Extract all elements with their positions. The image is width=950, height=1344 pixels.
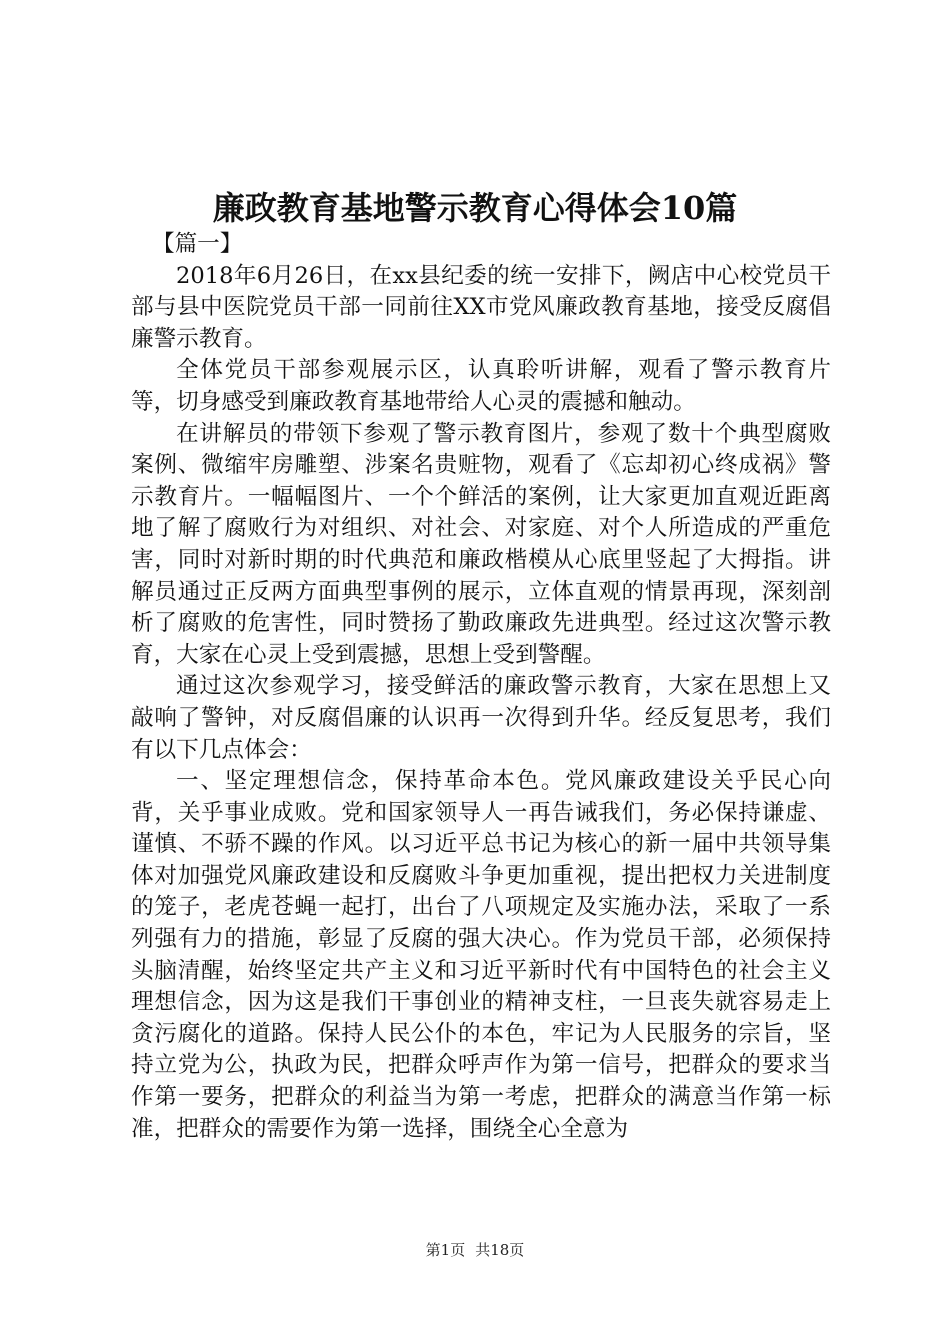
paragraph-4: 通过这次参观学习，接受鲜活的廉政警示教育，大家在思想上又敲响了警钟，对反腐倡廉的认识再一次得到升华。经反复思考，我们有以下几点体会： [131,673,831,763]
page-number: 第1页 [425,1241,466,1259]
paragraph-3: 在讲解员的带领下参观了警示教育图片，参观了数十个典型腐败案例、微缩牢房雕塑、涉案名贵赃物，观看了《忘却初心终成祸》警示教育片。一幅幅图片、一个个鲜活的案例，让大家更加直观近距离地了解了腐败行为对组织、对社会、对家庭、对个人所造成的严重危害，同时对新时期的时代典范和廉政楷模从心底里竖起了大拇指。讲解员通过正反两方面典型事例的展示，立体直观的情景再现，深刻剖析了腐败的危害性，同时赞扬了勤政廉政先进典型。经过这次警示教育，大家在心灵上受到震撼，思想上受到警醒。 [131,420,831,668]
document-body [131,229,831,1145]
page-total: 共18页 [475,1241,525,1259]
section-heading: 【篇一】 [152,231,243,257]
paragraph-5: 一、坚定理想信念，保持革命本色。党风廉政建设关乎民心向背，关乎事业成败。党和国家领导人一再告诫我们，务必保持谦虚、谨慎、不骄不躁的作风。以习近平总书记为核心的新一届中共领导集体对加强党风廉政建设和反腐败斗争更加重视，提出把权力关进制度的笼子，老虎苍蝇一起打，出台了八项规定及实施办法，采取了一系列强有力的措施，彰显了反腐的强大决心。作为党员干部，必须保持头脑清醒，始终坚定共产主义和习近平新时代有中国特色的社会主义理想信念，因为这是我们干事创业的精神支柱，一旦丧失就容易走上贪污腐化的道路。保持人民公仆的本色，牢记为人民服务的宗旨，坚持立党为公，执政为民，把群众呼声作为第一信号，把群众的要求当作第一要务，把群众的利益当为第一考虑，把群众的满意当作第一标准，把群众的需要作为第一选择，围绕全心全意为 [131,768,831,1142]
page-footer [0,1240,950,1260]
document-title: 廉政教育基地警示教育心得体会10篇 [212,189,738,227]
paragraph-1: 2018年6月26日，在xx县纪委的统一安排下，阙店中心校党员干部与县中医院党员干部一同前往XX市党风廉政教育基地，接受反腐倡廉警示教育。 [131,262,831,352]
paragraph-2: 全体党员干部参观展示区，认真聆听讲解，观看了警示教育片等，切身感受到廉政教育基地带给人心灵的震撼和触动。 [131,357,831,415]
